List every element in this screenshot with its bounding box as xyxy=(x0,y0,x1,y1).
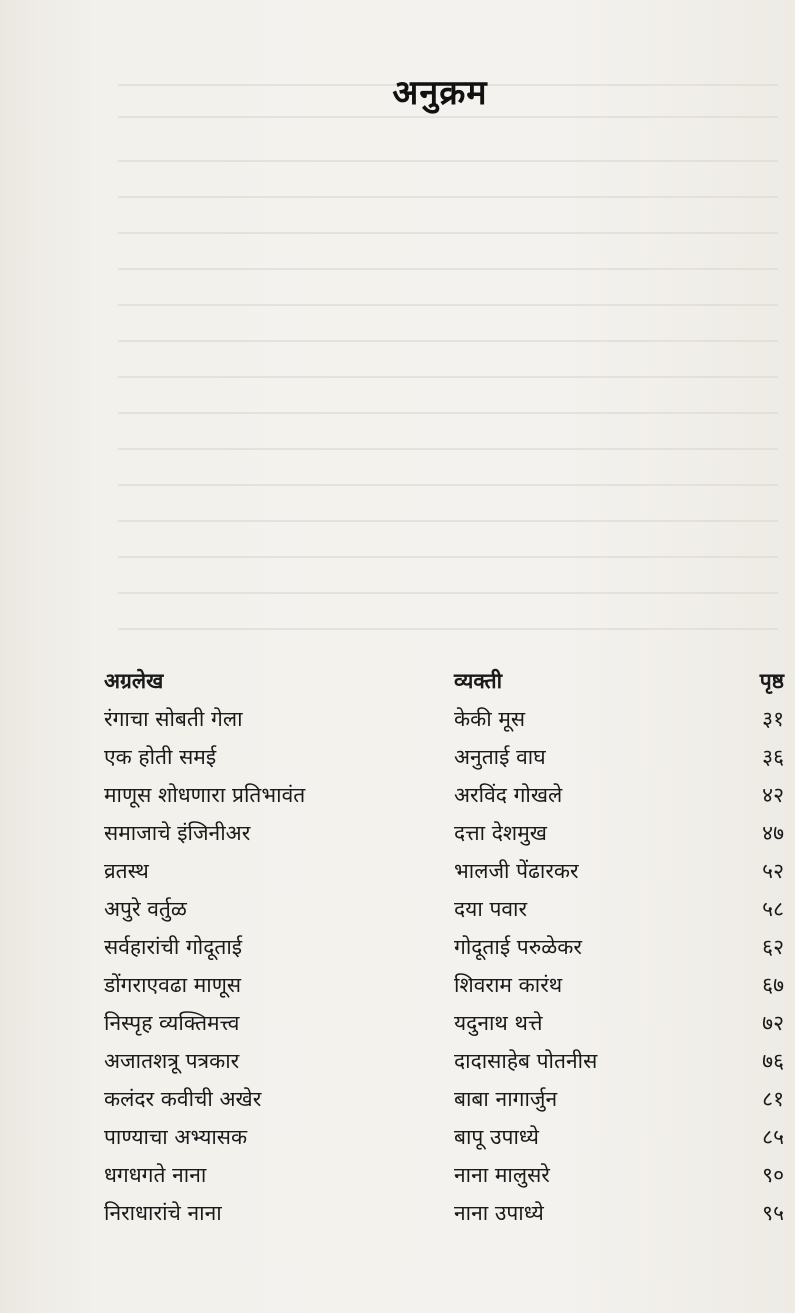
toc-entry-title: अपुरे वर्तुळ xyxy=(104,897,187,921)
toc-entry-page: ३१ xyxy=(762,707,784,731)
toc-entry-title: निस्पृह व्यक्तिमत्त्व xyxy=(104,1011,240,1035)
column-header-person: व्यक्ती xyxy=(454,669,503,693)
toc-entry-person: नाना मालुसरे xyxy=(454,1163,550,1187)
toc-entry-person: गोदूताई परुळेकर xyxy=(454,935,582,959)
toc-entry-page: ७६ xyxy=(762,1049,784,1073)
toc-entry-title: निराधारांचे नाना xyxy=(104,1201,222,1225)
toc-entry-page: ४२ xyxy=(762,783,784,807)
toc-row xyxy=(104,814,784,852)
toc-entry-page: ८१ xyxy=(762,1087,784,1111)
toc-entry-person: दादासाहेब पोतनीस xyxy=(454,1049,598,1073)
toc-row xyxy=(104,700,784,738)
toc-entry-page: ९५ xyxy=(762,1201,784,1225)
toc-entry-title: रंगाचा सोबती गेला xyxy=(104,707,243,731)
toc-header-row xyxy=(104,662,784,700)
toc-row xyxy=(104,966,784,1004)
toc-entry-person: दया पवार xyxy=(454,897,528,921)
toc-row xyxy=(104,1042,784,1080)
toc-entry-title: अजातशत्रू पत्रकार xyxy=(104,1049,240,1073)
toc-entry-title: माणूस शोधणारा प्रतिभावंत xyxy=(104,783,306,807)
toc-entry-person: यदुनाथ थत्ते xyxy=(454,1011,543,1035)
toc-entry-title: कलंदर कवीची अखेर xyxy=(104,1087,262,1111)
toc-entry-person: बापू उपाध्ये xyxy=(454,1125,539,1149)
toc-row xyxy=(104,1118,784,1156)
toc-row xyxy=(104,1004,784,1042)
toc-entry-person: केकी मूस xyxy=(454,707,526,731)
toc-row xyxy=(104,1194,784,1232)
column-header-page: पृष्ठ xyxy=(759,669,784,693)
toc-entry-title: धगधगते नाना xyxy=(104,1163,207,1187)
toc-entry-person: शिवराम कारंथ xyxy=(454,973,563,997)
toc-entry-page: ४७ xyxy=(762,821,784,845)
toc-entry-person: बाबा नागार्जुन xyxy=(454,1087,558,1111)
toc-entry-person: अनुताई वाघ xyxy=(454,745,546,769)
toc-row xyxy=(104,928,784,966)
toc-entry-page: ७२ xyxy=(762,1011,784,1035)
toc-entry-person: दत्ता देशमुख xyxy=(454,821,547,845)
toc-entry-title: पाण्याचा अभ्यासक xyxy=(104,1125,248,1149)
toc-entry-title: समाजाचे इंजिनीअर xyxy=(104,821,251,845)
toc-entry-page: ५८ xyxy=(762,897,784,921)
page-title: अनुक्रम xyxy=(392,73,488,113)
toc-entry-page: ३६ xyxy=(762,745,784,769)
toc-row xyxy=(104,1080,784,1118)
toc-entry-title: एक होती समई xyxy=(104,745,217,769)
toc-entry-title: सर्वहारांची गोदूताई xyxy=(104,935,243,959)
toc-row xyxy=(104,852,784,890)
toc-entry-page: ५२ xyxy=(762,859,784,883)
toc-entry-person: नाना उपाध्ये xyxy=(454,1201,544,1225)
table-of-contents xyxy=(104,662,784,1232)
column-header-title: अग्रलेख xyxy=(104,669,164,693)
toc-row xyxy=(104,738,784,776)
toc-entry-title: व्रतस्थ xyxy=(104,859,149,883)
toc-row xyxy=(104,776,784,814)
toc-entry-title: डोंगराएवढा माणूस xyxy=(104,973,242,997)
toc-entry-page: ६७ xyxy=(762,973,784,997)
toc-entry-page: ९० xyxy=(762,1163,784,1187)
toc-entry-page: ८५ xyxy=(762,1125,784,1149)
toc-row xyxy=(104,890,784,928)
toc-row xyxy=(104,1156,784,1194)
toc-entry-person: भालजी पेंढारकर xyxy=(454,859,579,883)
toc-entry-person: अरविंद गोखले xyxy=(454,783,563,807)
toc-entry-page: ६२ xyxy=(762,935,784,959)
